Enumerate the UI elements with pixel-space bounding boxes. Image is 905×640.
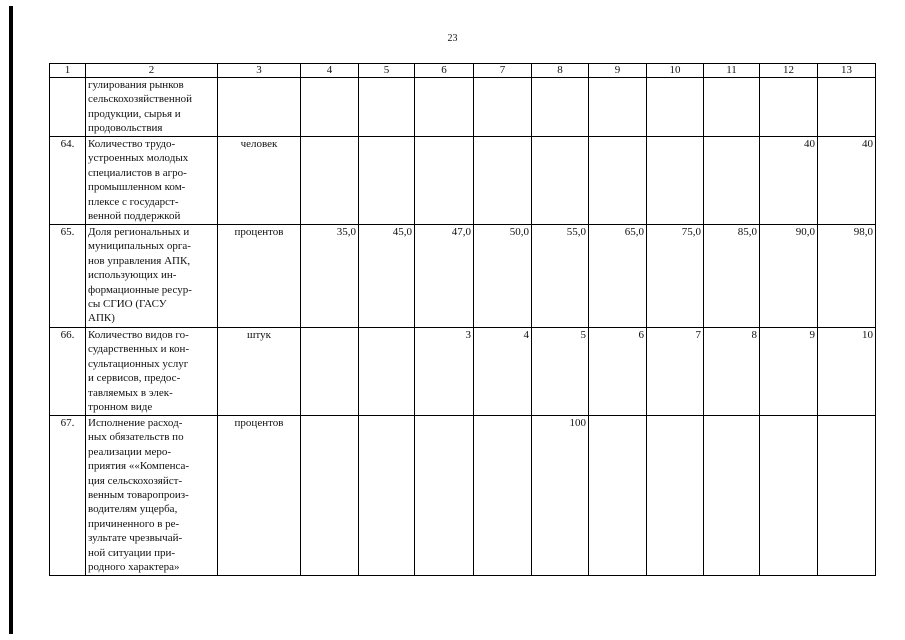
row-number: 67. — [50, 416, 86, 576]
unit-cell: штук — [218, 328, 301, 416]
value-cell — [532, 78, 589, 137]
value-cell — [359, 328, 415, 416]
value-cell: 75,0 — [647, 225, 704, 328]
value-cell — [532, 137, 589, 225]
column-header: 2 — [86, 64, 218, 78]
indicator-description: Доля региональных и муниципальных орга- нов управления АПК, использующих ин- формационные ресур- сы СГИО (ГАСУ АПК) — [86, 225, 218, 328]
value-cell — [760, 78, 818, 137]
value-cell — [359, 416, 415, 576]
table-row — [50, 225, 876, 328]
value-cell: 55,0 — [532, 225, 589, 328]
value-cell — [474, 78, 532, 137]
unit-cell: процентов — [218, 416, 301, 576]
unit-cell: человек — [218, 137, 301, 225]
value-cell — [589, 416, 647, 576]
unit-cell: процентов — [218, 225, 301, 328]
value-cell — [704, 137, 760, 225]
table-row — [50, 416, 876, 576]
value-cell: 40 — [760, 137, 818, 225]
value-cell — [301, 78, 359, 137]
value-cell: 9 — [760, 328, 818, 416]
left-margin-rule — [9, 6, 13, 634]
value-cell — [818, 416, 876, 576]
value-cell — [704, 78, 760, 137]
column-header: 5 — [359, 64, 415, 78]
value-cell — [415, 416, 474, 576]
page-number: 23 — [447, 33, 458, 44]
value-cell: 8 — [704, 328, 760, 416]
value-cell: 100 — [532, 416, 589, 576]
row-number — [50, 78, 86, 137]
value-cell — [359, 78, 415, 137]
value-cell — [589, 78, 647, 137]
value-cell — [415, 78, 474, 137]
value-cell — [704, 416, 760, 576]
column-header: 1 — [50, 64, 86, 78]
column-header: 3 — [218, 64, 301, 78]
value-cell: 5 — [532, 328, 589, 416]
column-header: 13 — [818, 64, 876, 78]
value-cell: 90,0 — [760, 225, 818, 328]
row-number: 64. — [50, 137, 86, 225]
value-cell: 4 — [474, 328, 532, 416]
value-cell — [760, 416, 818, 576]
value-cell — [589, 137, 647, 225]
indicator-description: Количество видов го- сударственных и кон- сультационных услуг и сервисов, предос- тавляемых в элек- тронном виде — [86, 328, 218, 416]
row-number: 65. — [50, 225, 86, 328]
value-cell — [647, 416, 704, 576]
value-cell — [301, 137, 359, 225]
value-cell: 3 — [415, 328, 474, 416]
indicator-description: Количество трудо- устроенных молодых специалистов в агро- промышленном ком- плексе с государст- венной поддержкой — [86, 137, 218, 225]
value-cell: 98,0 — [818, 225, 876, 328]
column-header: 6 — [415, 64, 474, 78]
value-cell — [818, 78, 876, 137]
column-header: 7 — [474, 64, 532, 78]
value-cell — [359, 137, 415, 225]
unit-cell — [218, 78, 301, 137]
column-header: 8 — [532, 64, 589, 78]
value-cell: 85,0 — [704, 225, 760, 328]
value-cell — [474, 137, 532, 225]
value-cell: 35,0 — [301, 225, 359, 328]
column-header: 11 — [704, 64, 760, 78]
value-cell: 47,0 — [415, 225, 474, 328]
column-header: 4 — [301, 64, 359, 78]
value-cell — [415, 137, 474, 225]
value-cell: 45,0 — [359, 225, 415, 328]
column-header: 9 — [589, 64, 647, 78]
column-number-row — [50, 64, 876, 78]
value-cell: 40 — [818, 137, 876, 225]
value-cell — [474, 416, 532, 576]
value-cell: 6 — [589, 328, 647, 416]
indicators-table — [49, 63, 876, 576]
value-cell — [647, 78, 704, 137]
value-cell: 7 — [647, 328, 704, 416]
table-row — [50, 328, 876, 416]
table-row — [50, 78, 876, 137]
table-row — [50, 137, 876, 225]
value-cell — [301, 328, 359, 416]
value-cell — [647, 137, 704, 225]
column-header: 12 — [760, 64, 818, 78]
value-cell: 65,0 — [589, 225, 647, 328]
column-header: 10 — [647, 64, 704, 78]
indicator-description: гулирования рынков сельскохозяйственной продукции, сырья и продовольствия — [86, 78, 218, 137]
row-number: 66. — [50, 328, 86, 416]
indicator-description: Исполнение расход- ных обязательств по реализации меро- приятия ««Компенса- ция сельскохозяйст- венным товаропроиз- водителям ущерба, причиненного в ре- зультате чрезвычай- ной ситуации при- родного характера» — [86, 416, 218, 576]
value-cell — [301, 416, 359, 576]
value-cell: 10 — [818, 328, 876, 416]
value-cell: 50,0 — [474, 225, 532, 328]
